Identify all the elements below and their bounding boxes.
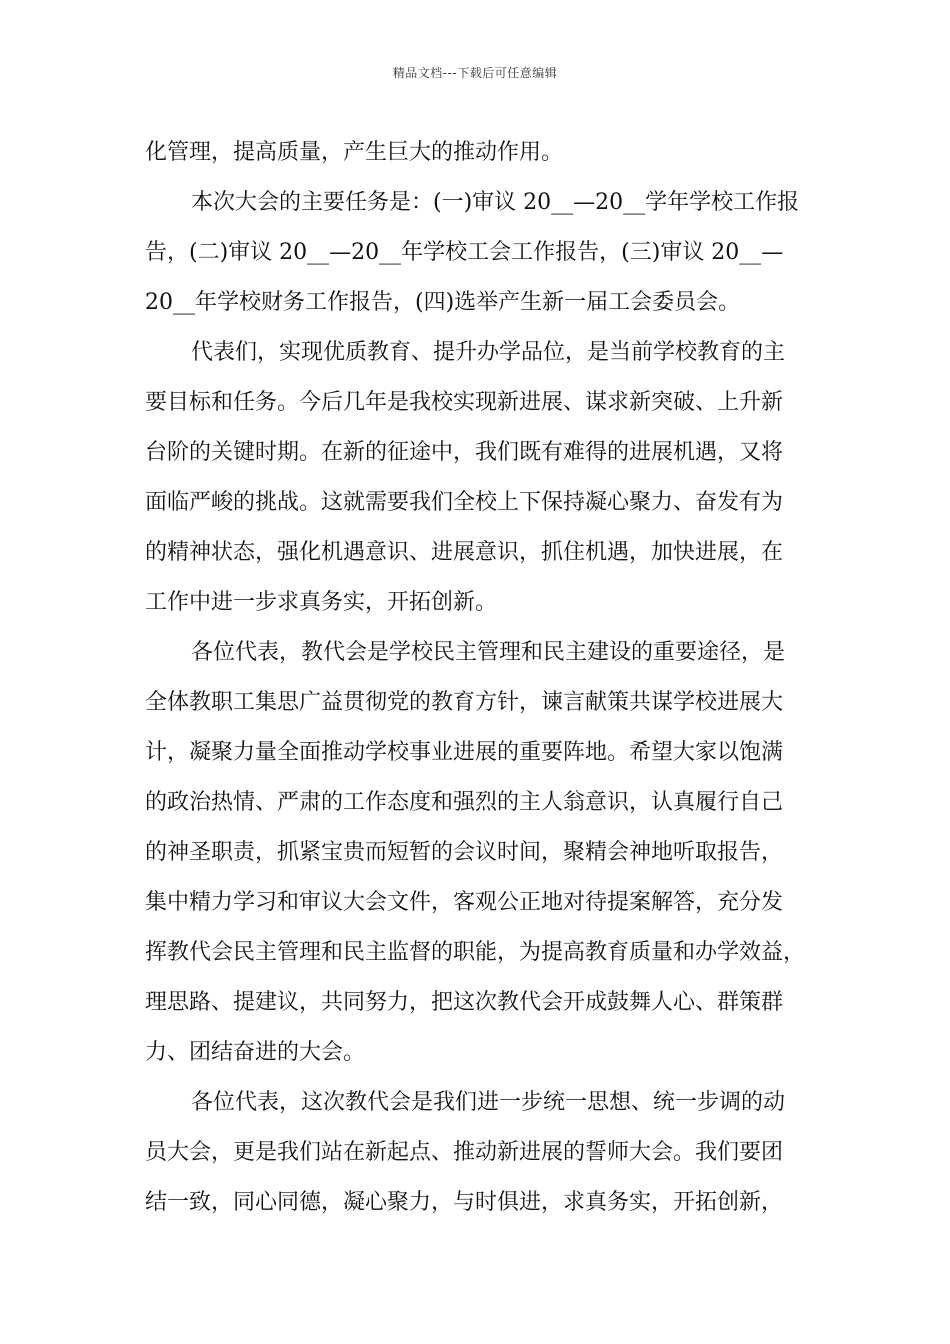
text-line: 工作中进一步求真务实，开拓创新。 (145, 590, 498, 615)
text-line: 化管理，提高质量，产生巨大的推动作用。 (145, 140, 564, 165)
text-line: 台阶的关键时期。在新的征途中，我们既有难得的进展机遇，又将 (145, 440, 784, 465)
text-line-paragraph-start: 各位代表，教代会是学校民主管理和民主建设的重要途径，是 (191, 640, 786, 665)
text-line: 员大会，更是我们站在新起点、推动新进展的誓师大会。我们要团 (145, 1140, 784, 1165)
page-header: 精品文档---下载后可任意编辑 (392, 66, 558, 80)
text-line: 要目标和任务。今后几年是我校实现新进展、谋求新突破、上升新 (145, 390, 784, 415)
text-line: 的政治热情、严肃的工作态度和强烈的主人翁意识，认真履行自己 (145, 790, 784, 815)
body-text (145, 128, 825, 1228)
text-line: 结一致，同心同德，凝心聚力，与时俱进，求真务实，开拓创新， (145, 1190, 784, 1215)
text-line-paragraph-start: 代表们，实现优质教育、提升办学品位，是当前学校教育的主 (191, 340, 786, 365)
text-line: 20__年学校财务工作报告，(四)选举产生新一届工会委员会。 (145, 290, 741, 315)
text-line: 挥教代会民主管理和民主监督的职能，为提高教育质量和办学效益， (145, 940, 806, 965)
text-line: 集中精力学习和审议大会文件，客观公正地对待提案解答，充分发 (145, 890, 784, 915)
text-line: 的精神状态，强化机遇意识、进展意识，抓住机遇，加快进展，在 (145, 540, 784, 565)
text-line: 全体教职工集思广益贯彻党的教育方针，谏言献策共谋学校进展大 (145, 690, 784, 715)
text-line-paragraph-start: 本次大会的主要任务是：(一)审议 20__—20__学年学校工作报 (191, 190, 800, 215)
text-line: 的神圣职责，抓紧宝贵而短暂的会议时间，聚精会神地听取报告， (145, 840, 784, 865)
text-line: 理思路、提建议，共同努力，把这次教代会开成鼓舞人心、群策群 (145, 990, 784, 1015)
text-line: 计，凝聚力量全面推动学校事业进展的重要阵地。希望大家以饱满 (145, 740, 784, 765)
text-line: 力、团结奋进的大会。 (145, 1040, 366, 1065)
text-line: 面临严峻的挑战。这就需要我们全校上下保持凝心聚力、奋发有为 (145, 490, 784, 515)
text-line-paragraph-start: 各位代表，这次教代会是我们进一步统一思想、统一步调的动 (191, 1090, 786, 1115)
text-line: 告，(二)审议 20__—20__年学校工会工作报告，(三)审议 20__— (145, 240, 784, 265)
